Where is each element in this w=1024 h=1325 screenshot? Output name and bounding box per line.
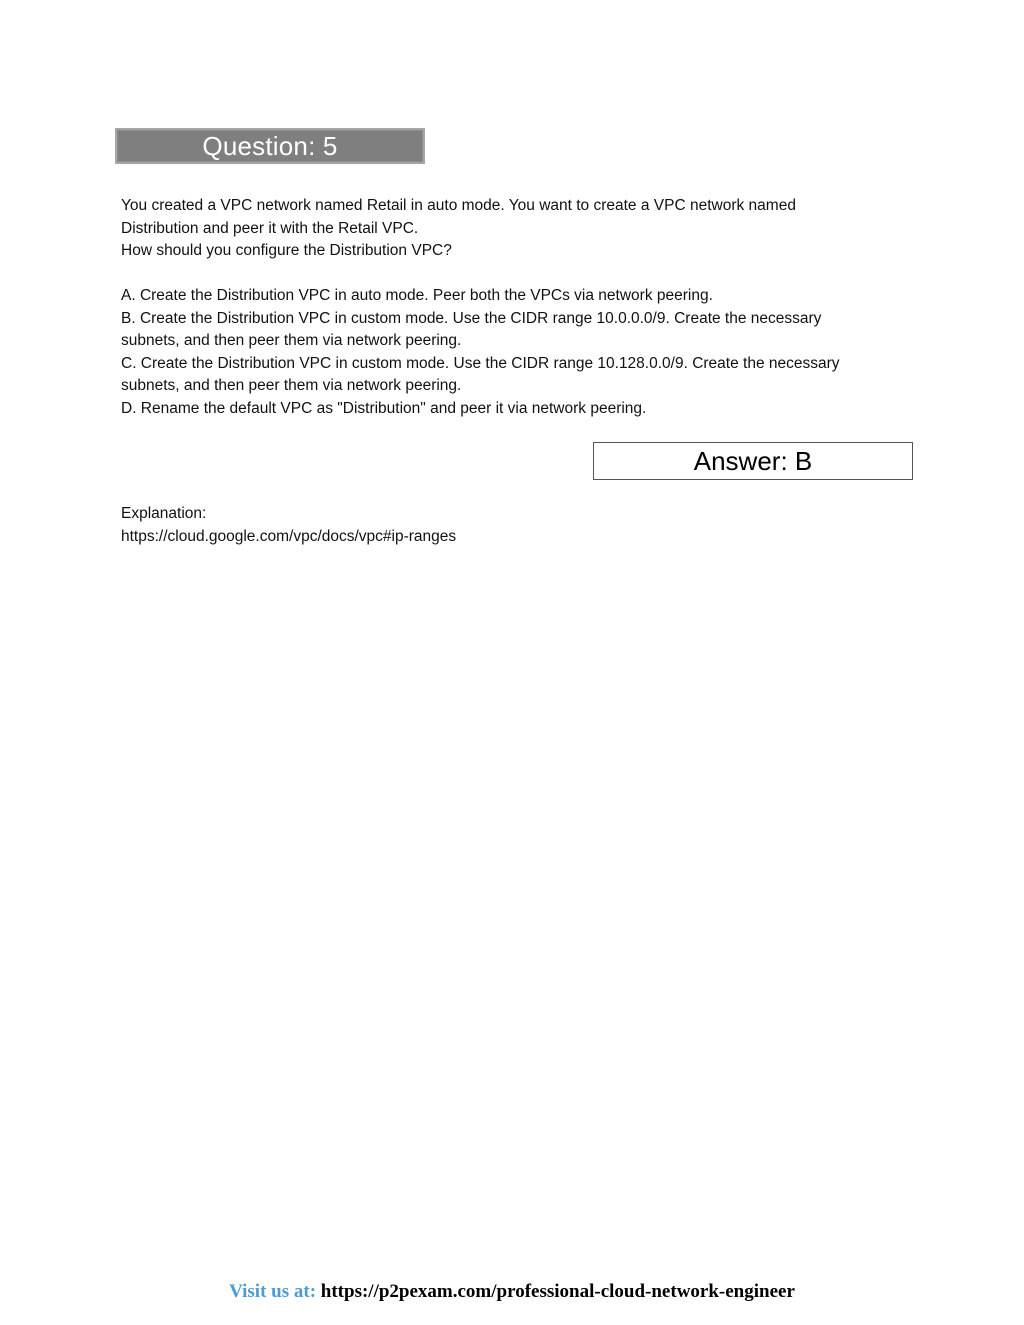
stem-line: How should you configure the Distribution VPC? (121, 242, 452, 259)
option-c-line: C. Create the Distribution VPC in custom mode. Use the CIDR range 10.128.0.0/9. Create the necessary (121, 354, 840, 372)
stem-line: Distribution and peer it with the Retail VPC. (121, 219, 419, 237)
explanation-section (121, 503, 911, 548)
answer-label: Answer: B (693, 445, 813, 476)
option-a-line: A. Create the Distribution VPC in auto mode. Peer both the VPCs via network peering. (121, 287, 713, 304)
stem-line: You created a VPC network named Retail in auto mode. You want to create a VPC network named (121, 197, 796, 214)
answer-box (593, 442, 913, 480)
question-number: Question: 5 (202, 130, 338, 161)
question-stem (121, 195, 911, 263)
footer-url-link[interactable]: https://p2pexam.com/professional-cloud-network-engineer (320, 1281, 795, 1302)
option-d-line: D. Rename the default VPC as "Distribution" and peer it via network peering. (121, 399, 647, 417)
footer (0, 1281, 1024, 1303)
option-c-line-continued: subnets, and then peer them via network peering. (121, 377, 462, 394)
question-header (115, 128, 425, 164)
answer-options (121, 285, 911, 420)
option-b-line: B. Create the Distribution VPC in custom mode. Use the CIDR range 10.0.0.0/9. Create the necessary (121, 309, 822, 327)
explanation-reference-link[interactable]: https://cloud.google.com/vpc/docs/vpc#ip-ranges (121, 527, 457, 545)
footer-visit-label: Visit us at: (229, 1281, 317, 1302)
explanation-label: Explanation: (121, 505, 207, 522)
option-b-line-continued: subnets, and then peer them via network peering. (121, 332, 462, 349)
